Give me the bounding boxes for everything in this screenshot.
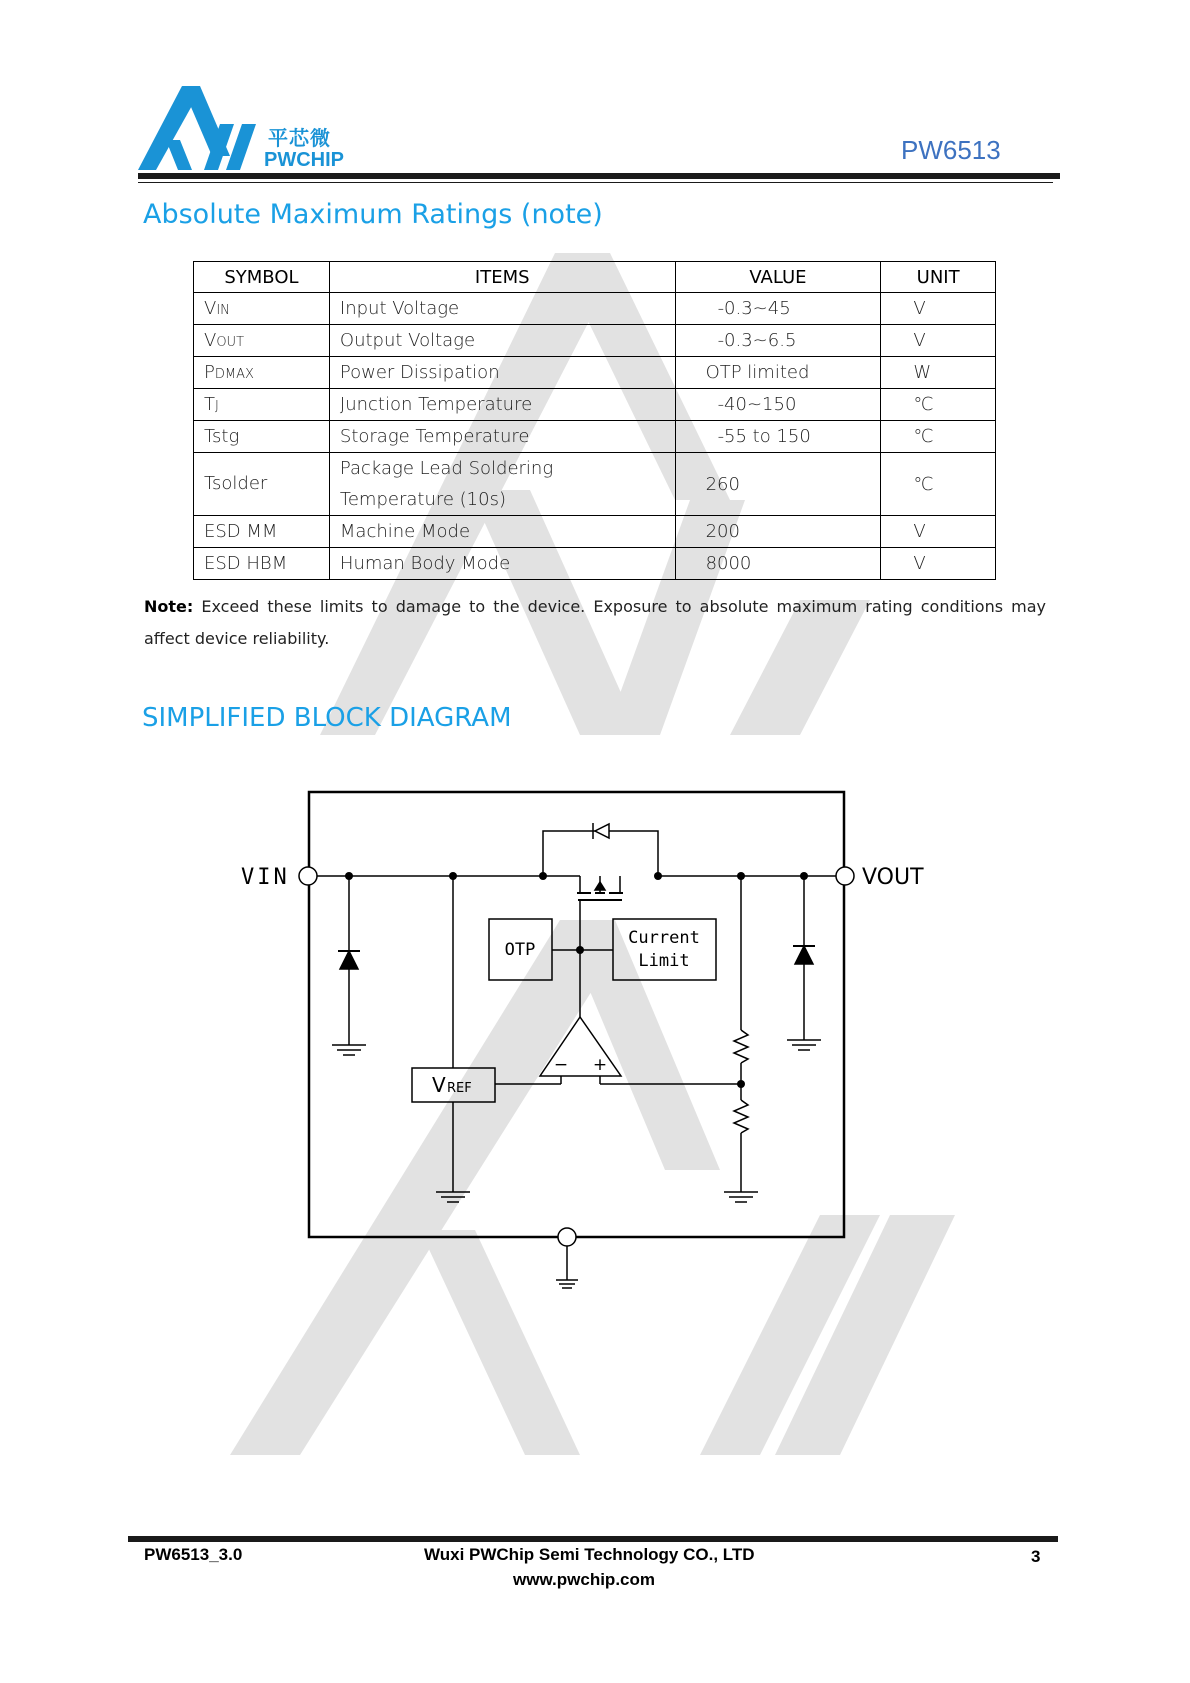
symbol-cell: PDMAX [194,357,330,389]
value-cell: -0.3~6.5 [675,325,881,357]
unit-cell: V [881,548,996,580]
symbol-cell: ESD HBM [194,548,330,580]
otp-label: OTP [504,940,536,960]
chip-outline [309,792,844,1237]
value-cell: 8000 [675,548,881,580]
item-cell: Storage Temperature [329,421,675,453]
unit-cell: W [881,357,996,389]
value-cell: OTP limited [675,357,881,389]
doc-version: PW6513_3.0 [144,1545,243,1564]
current-limit-label-line1: Current [628,928,700,948]
logo-chinese-text: 平芯微 [268,126,331,150]
ground-symbol [787,1040,821,1050]
error-amplifier [540,1017,621,1076]
opamp-plus-label: + [592,1055,608,1075]
footer-rule [128,1536,1058,1542]
ratings-title: Absolute Maximum Ratings (note) [143,199,603,230]
opamp-minus-label: − [553,1055,569,1075]
item-cell: Package Lead Soldering Temperature (10s) [329,453,675,516]
vout-terminal [836,867,854,885]
part-number: PW6513 [901,135,1001,165]
symbol-cell: ESD MM [194,516,330,548]
symbol-cell: VOUT [194,325,330,357]
symbol-cell: Tstg [194,421,330,453]
value-cell: -55 to 150 [675,421,881,453]
vin-terminal [299,867,317,885]
gnd-terminal [558,1228,576,1246]
logo-text: PWCHIP [264,149,344,171]
ground-symbol [724,1192,758,1202]
value-cell: -0.3~45 [675,293,881,325]
unit-cell: V [881,516,996,548]
item-cell: Input Voltage [329,293,675,325]
ground-symbol [332,1045,366,1055]
current-limit-label-line2: Limit [638,951,690,971]
unit-cell: ℃ [881,421,996,453]
vref-label-sub: REF [447,1081,472,1096]
column-header: VALUE [675,262,881,293]
note-label: Note: [144,597,194,616]
symbol-cell: TJ [194,389,330,421]
unit-cell: V [881,293,996,325]
value-cell: -40~150 [675,389,881,421]
vin-label: VIN [241,865,290,890]
item-cell: Human Body Mode [329,548,675,580]
symbol-cell: VIN [194,293,330,325]
website-link[interactable]: www.pwchip.com [513,1570,655,1589]
company-name: Wuxi PWChip Semi Technology CO., LTD [424,1545,755,1564]
item-cell: Output Voltage [329,325,675,357]
unit-cell: V [881,325,996,357]
unit-cell: ℃ [881,453,996,516]
vref-label-main: V [432,1073,446,1097]
symbol-cell: Tsolder [194,453,330,516]
ground-symbol [556,1280,578,1288]
note-text: Exceed these limits to damage to the device. Exposure to absolute maximum rating conditions may affect device reliability. [144,597,1046,648]
value-cell: 260 [675,453,881,516]
block-diagram-title: SIMPLIFIED BLOCK DIAGRAM [142,703,512,733]
column-header: ITEMS [329,262,675,293]
column-header: UNIT [881,262,996,293]
column-header: SYMBOL [194,262,330,293]
value-cell: 200 [675,516,881,548]
unit-cell: ℃ [881,389,996,421]
item-cell: Power Dissipation [329,357,675,389]
item-cell: Machine Mode [329,516,675,548]
item-cell: Junction Temperature [329,389,675,421]
page-number: 3 [1031,1547,1041,1566]
ground-symbol [436,1192,470,1202]
vout-label: VOUT [862,865,924,890]
